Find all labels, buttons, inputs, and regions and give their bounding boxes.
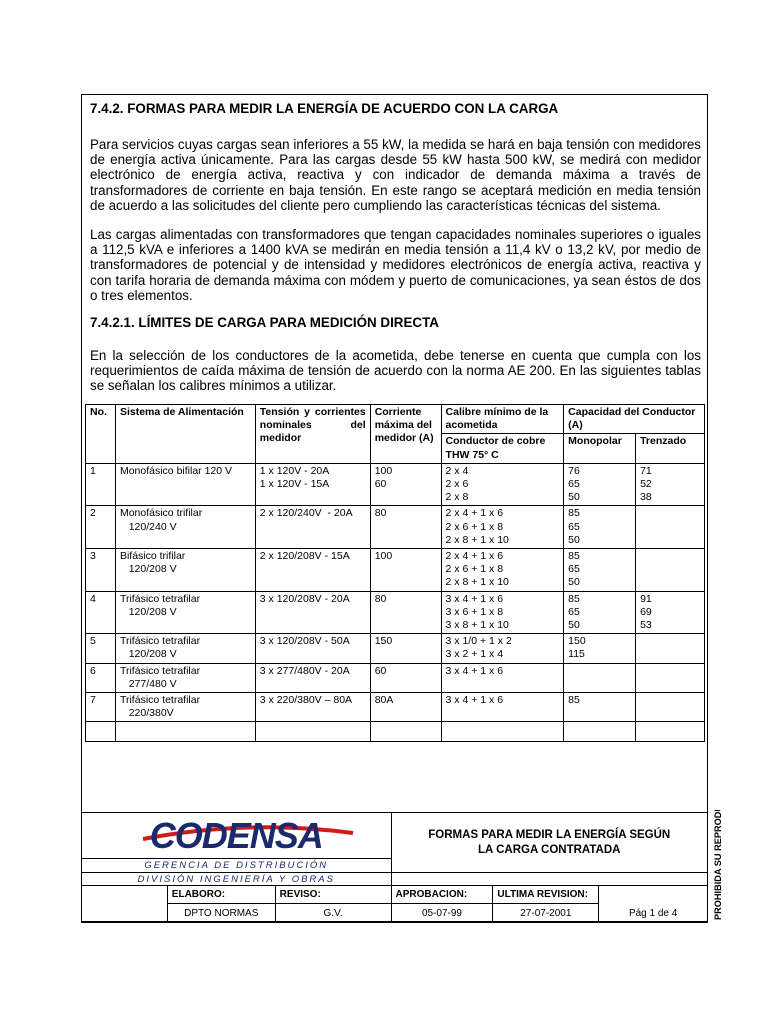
cell-tension: 3 x 120/208V - 50A [255, 634, 370, 663]
cell-corriente: 100 [370, 549, 441, 592]
codensa-logo [150, 815, 323, 856]
cell-trenzado [636, 634, 705, 663]
cell-trenzado: 71 52 38 [636, 463, 705, 506]
calibres-table [85, 404, 705, 742]
reviso-value: G.V. [275, 904, 391, 923]
cell-monopolar: 85 65 50 [564, 591, 636, 634]
header-trenzado: Trenzado [636, 434, 705, 463]
cell-sistema: Monofásico bifilar 120 V [115, 463, 255, 506]
cell-corriente: 80 [370, 506, 441, 549]
cell-monopolar: 76 65 50 [564, 463, 636, 506]
cell-trenzado: 91 69 53 [636, 591, 705, 634]
cell-calibre: 2 x 4 2 x 6 2 x 8 [441, 463, 564, 506]
header-tension: Tensión y corrientes nominales del medidor [255, 405, 370, 464]
paragraph-2: Las cargas alimentadas con transformadores que tengan capacidades nominales superiores o iguales a 112,5 kVA e inferiores a 1400 kVA se medirán en media tensión a 11,4 kV o 13,2 kV, por medio de transformadores de potencial y de intensidad y medidores electrónicos de energía activa, reactiva y con tarifa horaria de demanda máxima con módem y puerto de comunicaciones, ya sean éstos de dos o tres elementos. [90, 227, 701, 303]
header-calibre-sub: Conductor de cobre THW 75° C [441, 434, 564, 463]
section-heading: 7.4.2. FORMAS PARA MEDIR LA ENERGÍA DE ACUERDO CON LA CARGA [90, 101, 559, 116]
cell-corriente: 100 60 [370, 463, 441, 506]
cell-sistema: Bifásico trifilar 120/208 V [115, 549, 255, 592]
blank-cell [82, 886, 168, 923]
table-body [86, 463, 705, 722]
cell-tension: 3 x 277/480V - 20A [255, 663, 370, 692]
cell-tension: 3 x 120/208V - 20A [255, 591, 370, 634]
cell-calibre: 2 x 4 + 1 x 6 2 x 6 + 1 x 8 2 x 8 + 1 x 10 [441, 549, 564, 592]
header-monopolar: Monopolar [564, 434, 636, 463]
cell-trenzado [636, 506, 705, 549]
cell-trenzado [636, 663, 705, 692]
cell-tension: 3 x 220/380V – 80A [255, 693, 370, 722]
cell-calibre: 3 x 4 + 1 x 6 3 x 6 + 1 x 8 3 x 8 + 1 x 10 [441, 591, 564, 634]
cell-trenzado [636, 549, 705, 592]
footer-table [81, 812, 708, 923]
cell-tension: 1 x 120V - 20A 1 x 120V - 15A [255, 463, 370, 506]
empty-cell [86, 722, 116, 742]
cell-sistema: Trifásico tetrafilar 120/208 V [115, 634, 255, 663]
cell-no: 2 [86, 506, 116, 549]
table-row [86, 663, 705, 692]
cell-monopolar: 150 115 [564, 634, 636, 663]
gerencia-label: GERENCIA DE DISTRIBUCIÓN [82, 859, 392, 873]
empty-cell [115, 722, 255, 742]
division-label: DIVISIÓN INGENIERÍA Y OBRAS [82, 873, 392, 886]
reproduction-stamp [708, 810, 726, 922]
header-corriente: Corriente máxima del medidor (A) [370, 405, 441, 464]
cell-no: 3 [86, 549, 116, 592]
cell-no: 7 [86, 693, 116, 722]
table-row [86, 634, 705, 663]
aprobacion-value: 05-07-99 [391, 904, 493, 923]
cell-no: 4 [86, 591, 116, 634]
cell-no: 5 [86, 634, 116, 663]
cell-tension: 2 x 120/208V - 15A [255, 549, 370, 592]
cell-monopolar: 85 [564, 693, 636, 722]
cell-no: 1 [86, 463, 116, 506]
empty-cell [564, 722, 636, 742]
cell-calibre: 2 x 4 + 1 x 6 2 x 6 + 1 x 8 2 x 8 + 1 x 10 [441, 506, 564, 549]
cell-sistema: Monofásico trifilar 120/240 V [115, 506, 255, 549]
header-sistema: Sistema de Alimentación [115, 405, 255, 464]
cell-calibre: 3 x 4 + 1 x 6 [441, 693, 564, 722]
table-row [86, 693, 705, 722]
empty-cell [370, 722, 441, 742]
cell-trenzado [636, 693, 705, 722]
header-no: No. [86, 405, 116, 464]
cell-tension: 2 x 120/240V - 20A [255, 506, 370, 549]
table-row [86, 591, 705, 634]
cell-corriente: 80 [370, 591, 441, 634]
cell-monopolar: 85 65 50 [564, 506, 636, 549]
table-row [86, 549, 705, 592]
document-footer [81, 812, 708, 922]
cell-corriente: 80A [370, 693, 441, 722]
paragraph-3: En la selección de los conductores de la acometida, debe tenerse en cuenta que cumpla con los requerimientos de caída máxima de tensión de acuerdo con la norma AE 200. En las siguientes tablas se señalan los calibres mínimos a utilizar. [90, 348, 701, 394]
cell-sistema: Trifásico tetrafilar 120/208 V [115, 591, 255, 634]
cell-corriente: 60 [370, 663, 441, 692]
logo-cell [82, 813, 392, 859]
cell-calibre: 3 x 4 + 1 x 6 [441, 663, 564, 692]
subsection-heading: 7.4.2.1. LÍMITES DE CARGA PARA MEDICIÓN DIRECTA [90, 315, 439, 330]
table-row [86, 463, 705, 506]
cell-corriente: 150 [370, 634, 441, 663]
header-calibre: Calibre mínimo de la acometida [441, 405, 564, 434]
cell-monopolar: 85 65 50 [564, 549, 636, 592]
page-number: Pág 1 de 4 [599, 886, 708, 923]
reviso-label: REVISO: [275, 886, 391, 904]
paragraph-1: Para servicios cuyas cargas sean inferiores a 55 kW, la medida se hará en baja tensión con medidores de energía activa únicamente. Para las cargas desde 55 kW hasta 500 kW, se medirá con medidor electrónico de energía activa, reactiva y con indicador de demanda máxima a través de transformadores de corriente en baja tensión. En este rango se aceptará medición en media tensión de acuerdo a las solicitudes del cliente pero cumpliendo las características técnicas del sistema. [90, 137, 701, 213]
blank-cell [391, 873, 708, 886]
elaboro-value: DPTO NORMAS [167, 904, 275, 923]
empty-cell [636, 722, 705, 742]
aprobacion-label: APROBACION: [391, 886, 493, 904]
table-row [86, 506, 705, 549]
cell-calibre: 3 x 1/0 + 1 x 2 3 x 2 + 1 x 4 [441, 634, 564, 663]
elaboro-label: ELABORO: [167, 886, 275, 904]
empty-cell [441, 722, 564, 742]
cell-sistema: Trifásico tetrafilar 220/380V [115, 693, 255, 722]
stamp-text: PROHIBIDA SU REPRODUCCION [713, 810, 723, 920]
header-capacidad: Capacidad del Conductor (A) [564, 405, 705, 434]
ultima-value: 27-07-2001 [493, 904, 599, 923]
empty-cell [255, 722, 370, 742]
ultima-label: ULTIMA REVISION: [493, 886, 599, 904]
logo-text: CODENSA [149, 814, 323, 856]
cell-sistema: Trifásico tetrafilar 277/480 V [115, 663, 255, 692]
footer-title: FORMAS PARA MEDIR LA ENERGÍA SEGÚN LA CARGA CONTRATADA [391, 813, 708, 873]
cell-monopolar [564, 663, 636, 692]
cell-no: 6 [86, 663, 116, 692]
